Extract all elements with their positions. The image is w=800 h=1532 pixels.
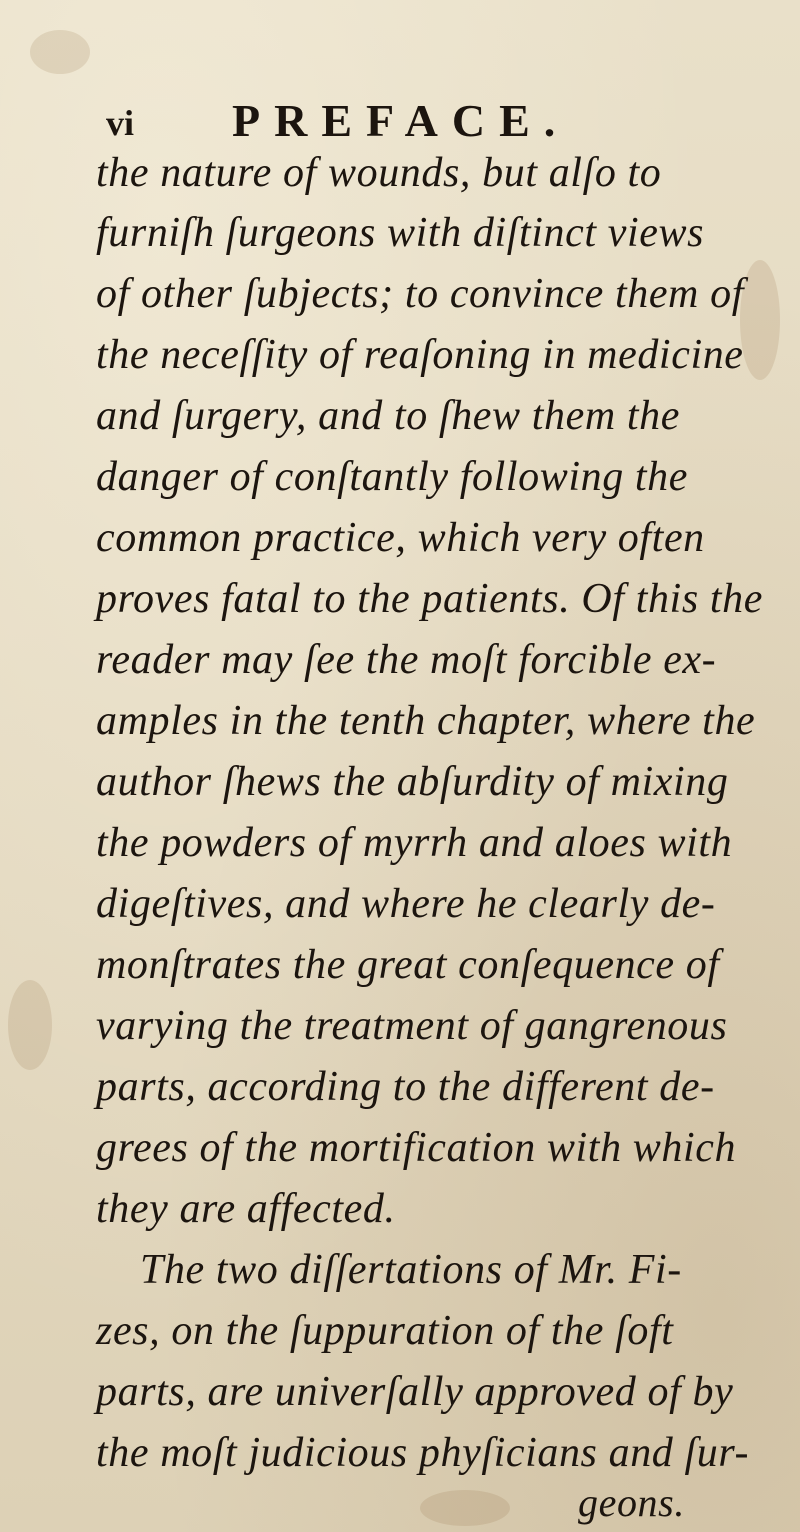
text-line: of other ſubjects; to convince them of xyxy=(96,271,744,317)
text-line: furniſh ſurgeons with diſtinct views xyxy=(96,210,705,256)
text-line: The two diſſertations of Mr. Fi- xyxy=(140,1247,682,1293)
text-line: grees of the mortification with which xyxy=(96,1125,737,1171)
text-line: monſtrates the great conſequence of xyxy=(96,942,720,988)
text-line: zes, on the ſuppuration of the ſoft xyxy=(96,1308,674,1354)
text-line: the powders of myrrh and aloes with xyxy=(96,820,733,866)
running-head: PREFACE. xyxy=(232,95,570,146)
text-line: parts, are univerſally approved of by xyxy=(96,1369,734,1415)
text-line: and ſurgery, and to ſhew them the xyxy=(96,393,681,439)
text-line: varying the treatment of gangrenous xyxy=(96,1003,728,1049)
text-line: the neceſſity of reaſoning in medicine xyxy=(96,332,744,378)
text-line: parts, according to the different de- xyxy=(96,1064,715,1110)
catchword: geons. xyxy=(578,1480,685,1525)
text-line: author ſhews the abſurdity of mixing xyxy=(96,759,729,805)
page-number: vi xyxy=(106,103,135,143)
text-line: danger of conſtantly following the xyxy=(96,454,689,500)
text-line: common practice, which very often xyxy=(96,515,705,561)
text-line: the nature of wounds, but alſo to xyxy=(96,150,662,196)
text-line: the moſt judicious phyſicians and ſur- xyxy=(96,1430,750,1476)
text-line: amples in the tenth chapter, where the xyxy=(96,698,756,744)
text-line: they are affected. xyxy=(96,1186,396,1232)
text-line: reader may ſee the moſt forcible ex- xyxy=(96,637,717,683)
text-line: digeſtives, and where he clearly de- xyxy=(96,881,716,927)
text-line: proves fatal to the patients. Of this the xyxy=(96,576,763,622)
